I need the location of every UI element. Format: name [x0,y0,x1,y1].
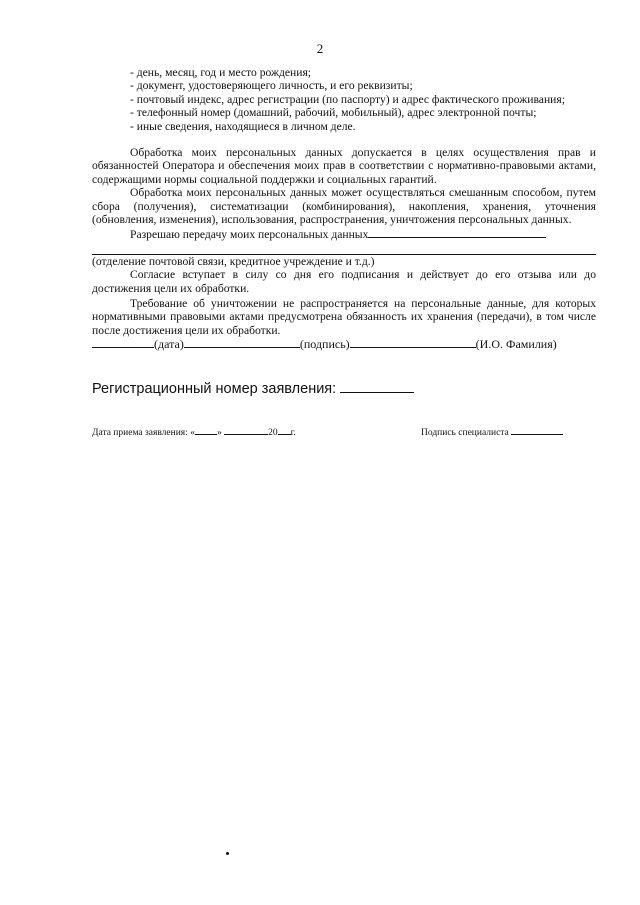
page-number: 2 [316,41,324,56]
specialist-signature-row [421,426,563,440]
transfer-hint: (отделение почтовой связи, кредитное учреждение и т.д.) [92,254,375,268]
receipt-month-field[interactable] [224,426,268,435]
receipt-date-row [92,426,296,440]
receipt-day-field[interactable] [195,426,217,435]
signature-label: (подпись) [299,337,350,351]
receipt-date-label: Дата приема заявления: « [92,428,195,438]
date-label: (дата) [154,337,184,351]
name-field[interactable] [350,336,476,348]
list-item: - день, месяц, год и место рождения; [130,66,312,79]
signature-row [92,336,596,351]
stray-dot [226,852,229,855]
specialist-label: Подпись специалиста [421,428,509,438]
list-item: - почтовый индекс, адрес регистрации (по паспорту) и адрес фактического проживания; [130,92,565,106]
registration-number-row [92,379,414,396]
receipt-year-prefix: 20 [268,428,278,438]
registration-label: Регистрационный номер заявления: [92,381,337,397]
personal-data-list [92,66,596,133]
paragraph-validity: Согласие вступает в силу со дня его подписания и действует до его отзыва или до достижения цели их обработки. [92,268,596,295]
paragraph-methods: Обработка моих персональных данных может осуществляться смешанным способом, путем сбора (получения), систематизации (комбинирования), накопления, хранения, уточнения (обновления, изменения), использования, распространения, уничтожения персональных данных. [92,186,596,227]
transfer-recipient-field[interactable] [368,226,546,238]
receipt-year-field[interactable] [278,426,291,435]
receipt-date-quote: » [216,428,222,438]
paragraph-purpose: Обработка моих персональных данных допускается в целях осуществления прав и обязанностей Оператора и обеспечения моих прав в соответствии с нормативно-правовыми актами, содержащими нормы социальной поддержки и социальных гарантий. [92,146,596,186]
transfer-recipient-line[interactable] [92,242,596,255]
paragraph-destruction: Требование об уничтожении не распространяется на персональные данные, для которых нормативными правовыми актами предусмотрена обязанность их хранения (передачи), в том числе после достижения цели их обработки. [92,297,596,337]
specialist-signature-field[interactable] [511,426,563,435]
list-item: - документ, удостоверяющего личность, и его реквизиты; [130,79,413,93]
name-label: (И.О. Фамилия) [475,337,557,351]
list-item: - телефонный номер (домашний, рабочий, мобильный), адрес электронной почты; [130,106,537,120]
list-item: - иные сведения, находящиеся в личном деле. [130,119,356,133]
paragraph-transfer [92,226,596,241]
transfer-label: Разрешаю передачу моих персональных данных [130,228,369,242]
signature-field[interactable] [184,336,300,348]
body-text [92,146,596,337]
registration-number-field[interactable] [340,379,414,393]
date-field[interactable] [92,336,154,348]
receipt-year-suffix: г. [290,428,296,438]
